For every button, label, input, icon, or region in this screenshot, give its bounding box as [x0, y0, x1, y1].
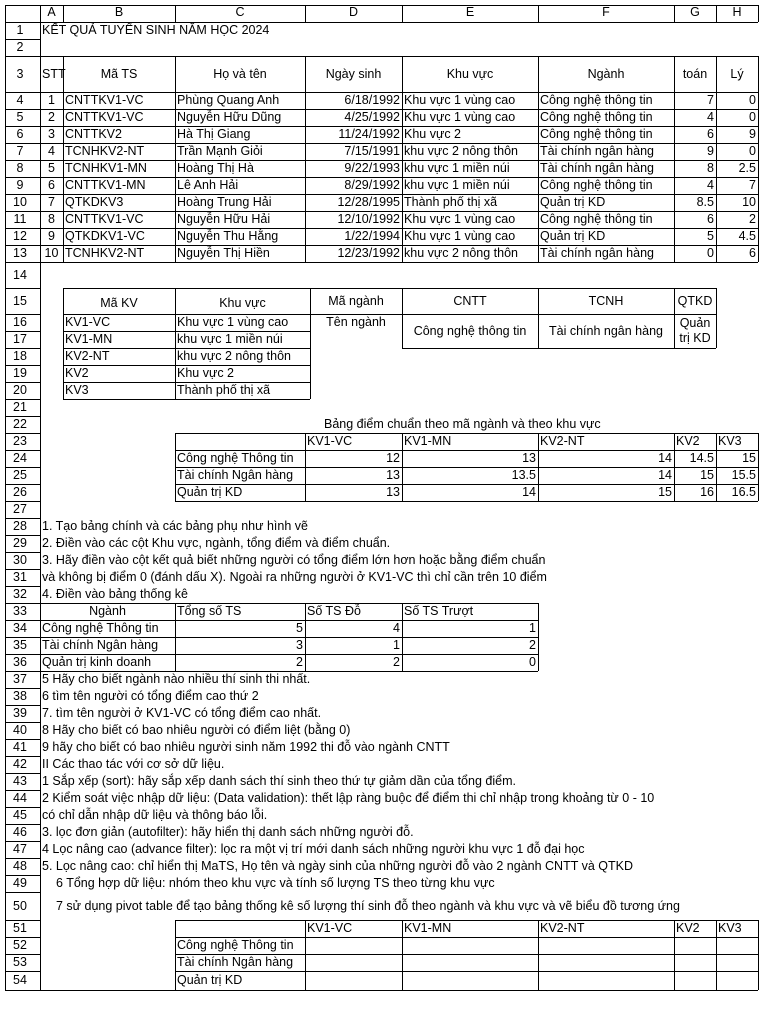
- pivot-table-bottom: [40, 990, 758, 991]
- kv-code: KV2: [65, 366, 89, 380]
- cell-stt: 3: [48, 127, 55, 141]
- row-header-54: 54: [13, 973, 27, 987]
- row-header-28: 28: [13, 519, 27, 533]
- cell-hoten: Trần Mạnh Giỏi: [177, 144, 263, 158]
- stats-value: 3: [296, 638, 303, 652]
- cell-khuvuc: khu vực 1 miền núi: [404, 178, 510, 192]
- row-header-26: 26: [13, 485, 27, 499]
- row-header-35: 35: [13, 638, 27, 652]
- column-header-border: [305, 5, 306, 22]
- column-header-border: [538, 5, 539, 22]
- row-header-37: 37: [13, 672, 27, 686]
- cell-ly: 10: [742, 195, 756, 209]
- column-header-border: [40, 5, 41, 22]
- cell-hoten: Phùng Quang Anh: [177, 93, 280, 107]
- score-value: 14: [522, 485, 536, 499]
- score-value: 14: [658, 451, 672, 465]
- row-header-49: 49: [13, 876, 27, 890]
- pivot-row-name: Công nghệ Thông tin: [177, 938, 294, 952]
- cell-mats: QTKDKV3: [65, 195, 124, 209]
- score-header: KV1-VC: [307, 434, 353, 448]
- stats-value: 2: [529, 638, 536, 652]
- cell-mats: CNTTKV1-VC: [65, 93, 144, 107]
- row-header-2: 2: [16, 40, 24, 54]
- score-value: 15.5: [731, 468, 756, 482]
- score-value: 15: [700, 468, 714, 482]
- task-text: 7 sử dụng pivot table để tạo bảng thống kê số lượng thí sinh đỗ theo ngành và khu vực và vẽ biểu đồ tương ứng: [56, 899, 680, 913]
- cell-toan: 5: [707, 229, 714, 243]
- cell-mats: QTKDKV1-VC: [65, 229, 145, 243]
- row-header-16: 16: [13, 315, 27, 329]
- stats-value: 1: [529, 621, 536, 635]
- row-header-14: 14: [13, 268, 27, 282]
- stats-row-name: Công nghệ Thông tin: [42, 621, 159, 635]
- row-header-18: 18: [13, 349, 27, 363]
- nganh-table-border: [310, 288, 311, 348]
- stats-header: Ngành: [89, 604, 126, 618]
- row-header-12: 12: [13, 229, 27, 243]
- column-header-border: [758, 5, 759, 22]
- cell-stt: 6: [48, 178, 55, 192]
- cell-ly: 0: [749, 110, 756, 124]
- cell-khuvuc: Khu vực 1 vùng cao: [404, 212, 516, 226]
- row-header-41: 41: [13, 740, 27, 754]
- main-table-column-border: [305, 56, 306, 262]
- task-text: 2 Kiểm soát việc nhập dữ liệu: (Data validation): thết lập ràng buộc để điểm thi chỉ nhập trong khoảng từ 0 - 10: [42, 791, 655, 805]
- cell-toan: 6: [707, 127, 714, 141]
- row-header-22: 22: [13, 417, 27, 431]
- row-header-50: 50: [13, 899, 27, 913]
- row-header-39: 39: [13, 706, 27, 720]
- cell-toan: 4: [707, 110, 714, 124]
- pivot-row-name: Quản trị KD: [177, 973, 243, 987]
- score-value: 14: [658, 468, 672, 482]
- cell-nganh: Công nghệ thông tin: [540, 93, 653, 107]
- cell-nganh: Công nghệ thông tin: [540, 212, 653, 226]
- score-value: 13.5: [511, 468, 536, 482]
- score-value: 13: [386, 468, 400, 482]
- cell-stt: 10: [44, 246, 59, 260]
- task-text: 3. lọc đơn giản (autofilter): hãy hiển thị danh sách những người đỗ.: [42, 825, 414, 839]
- cell-toan: 8.5: [696, 195, 714, 209]
- cell-stt: 9: [48, 229, 55, 243]
- header-toan: toán: [682, 67, 708, 81]
- row-header-24: 24: [13, 451, 27, 465]
- cell-hoten: Hà Thị Giang: [177, 127, 251, 141]
- main-table-column-border: [758, 56, 759, 262]
- row-header-9: 9: [16, 178, 24, 192]
- score-value: 16: [700, 485, 714, 499]
- row-header-30: 30: [13, 553, 27, 567]
- score-value: 12: [386, 451, 400, 465]
- cell-ngaysinh: 9/22/1993: [344, 161, 400, 175]
- cell-hoten: Lê Anh Hải: [177, 178, 239, 192]
- cell-toan: 6: [707, 212, 714, 226]
- nganh-name: Công nghệ thông tin: [413, 324, 527, 338]
- pivot-table-border: [402, 920, 403, 990]
- cell-ngaysinh: 7/15/1991: [344, 144, 400, 158]
- row-header-38: 38: [13, 689, 27, 703]
- column-header-g: G: [690, 5, 700, 19]
- score-value: 13: [522, 451, 536, 465]
- nganh-code: CNTT: [453, 294, 487, 308]
- task-text: 5 Hãy cho biết ngành nào nhiều thí sinh thi nhất.: [42, 672, 311, 686]
- cell-khuvuc: Khu vực 1 vùng cao: [404, 229, 516, 243]
- stats-row-name: Quản trị kinh doanh: [42, 655, 152, 669]
- cell-hoten: Hoàng Trung Hải: [177, 195, 272, 209]
- stats-header: Số TS Trượt: [404, 604, 474, 618]
- row-header-52: 52: [13, 938, 27, 952]
- cell-mats: TCNHKV1-MN: [65, 161, 147, 175]
- row-header-3: 3: [16, 67, 24, 81]
- score-header: KV3: [718, 434, 742, 448]
- nganh-ma-label: Mã ngành: [328, 294, 384, 308]
- row-header-15: 15: [13, 294, 27, 308]
- cell-mats: TCNHKV2-NT: [65, 144, 145, 158]
- cell-mats: TCNHKV2-NT: [65, 246, 145, 260]
- cell-ly: 6: [749, 246, 756, 260]
- row-header-8: 8: [16, 161, 24, 175]
- cell-ly: 2.5: [738, 161, 756, 175]
- main-table-column-border: [175, 56, 176, 262]
- row-header-40: 40: [13, 723, 27, 737]
- row-header-46: 46: [13, 825, 27, 839]
- row-header-47: 47: [13, 842, 27, 856]
- cell-hoten: Nguyễn Hữu Dũng: [177, 110, 282, 124]
- main-table-column-border: [538, 56, 539, 262]
- cell-hoten: Nguyễn Thu Hằng: [177, 229, 279, 243]
- task-text: 9 hãy cho biết có bao nhiêu người sinh năm 1992 thi đỗ vào ngành CNTT: [42, 740, 450, 754]
- cell-hoten: Hoàng Thị Hà: [177, 161, 254, 175]
- stats-table-border: [538, 603, 539, 671]
- cell-ly: 7: [749, 178, 756, 192]
- cell-khuvuc: khu vực 2 nông thôn: [404, 144, 519, 158]
- row-header-23: 23: [13, 434, 27, 448]
- cell-stt: 4: [48, 144, 55, 158]
- nganh-name: Tài chính ngân hàng: [549, 324, 663, 338]
- cell-khuvuc: khu vực 2 nông thôn: [404, 246, 519, 260]
- kv-header-makv: Mã KV: [100, 296, 138, 310]
- task-text: 4. Điền vào bảng thống kê: [42, 587, 188, 601]
- kv-code: KV1-VC: [65, 315, 111, 329]
- header-hoten: Họ và tên: [213, 67, 267, 81]
- row-header-11: 11: [13, 212, 27, 226]
- score-row-name: Quản trị KD: [177, 485, 243, 499]
- column-header-f: F: [602, 5, 610, 19]
- cell-mats: CNTTKV1-VC: [65, 212, 144, 226]
- cell-stt: 2: [48, 110, 55, 124]
- score-row-name: Công nghệ Thông tin: [177, 451, 294, 465]
- cell-stt: 5: [48, 161, 55, 175]
- row-header-51: 51: [13, 921, 27, 935]
- row-header-7: 7: [16, 144, 24, 158]
- cell-nganh: Công nghệ thông tin: [540, 110, 653, 124]
- cell-khuvuc: Khu vực 1 vùng cao: [404, 93, 516, 107]
- task-text: II Các thao tác với cơ sở dữ liệu.: [42, 757, 225, 771]
- main-table-column-border: [40, 56, 41, 262]
- task-text: 5. Lọc nâng cao: chỉ hiển thị MaTS, Họ tên và ngày sinh của những người đỗ vào 2 ngành CNTT và QTKD: [42, 859, 634, 873]
- cell-nganh: Tài chính ngân hàng: [540, 161, 654, 175]
- kv-table-bottom: [63, 399, 310, 400]
- cell-ngaysinh: 12/23/1992: [337, 246, 400, 260]
- task-text: 1. Tạo bảng chính và các bảng phụ như hình vẽ: [42, 519, 308, 533]
- task-text: 8 Hãy cho biết có bao nhiêu người có điểm liệt (bằng 0): [42, 723, 351, 737]
- stats-value: 4: [393, 621, 400, 635]
- cell-stt: 8: [48, 212, 55, 226]
- score-header: KV2: [676, 434, 700, 448]
- stats-row-name: Tài chính Ngân hàng: [42, 638, 159, 652]
- header-ly: Lý: [730, 67, 744, 81]
- score-value: 16.5: [731, 485, 756, 499]
- row-header-27: 27: [13, 502, 27, 516]
- cell-nganh: Tài chính ngân hàng: [540, 144, 654, 158]
- row-header-42: 42: [13, 757, 27, 771]
- cell-mats: CNTTKV1-VC: [65, 110, 144, 124]
- column-header-b: B: [114, 5, 124, 19]
- row-header-border: [5, 5, 40, 6]
- score-table-border: [758, 433, 759, 501]
- task-text: 7. tìm tên người ở KV1-VC có tổng điểm cao nhất.: [42, 706, 322, 720]
- row-header-1: 1: [16, 23, 24, 37]
- header-stt: STT: [42, 67, 66, 81]
- row-header-21: 21: [13, 400, 27, 414]
- nganh-ten-label: Tên ngành: [326, 315, 386, 329]
- score-value: 15: [658, 485, 672, 499]
- pivot-header: KV3: [718, 921, 742, 935]
- task-text: 2. Điền vào các cột Khu vực, ngành, tổng điểm và điểm chuẩn.: [42, 536, 391, 550]
- kv-name: Thành phố thị xã: [177, 383, 271, 397]
- nganh-table-border: [674, 288, 675, 348]
- row-header-13: 13: [13, 246, 27, 260]
- pivot-header: KV1-MN: [404, 921, 452, 935]
- cell-ngaysinh: 11/24/1992: [338, 127, 400, 141]
- column-header-border: [402, 5, 403, 22]
- task-text: 1 Sắp xếp (sort): hãy sắp xếp danh sách thí sinh theo thứ tự giảm dần của tổng điểm.: [42, 774, 516, 788]
- row-header-19: 19: [13, 366, 27, 380]
- column-header-border: [674, 5, 675, 22]
- row-header-33: 33: [13, 604, 27, 618]
- stats-value: 2: [296, 655, 303, 669]
- kv-name: Khu vực 2: [177, 366, 235, 380]
- cell-stt: 7: [48, 195, 55, 209]
- main-table-column-border: [674, 56, 675, 262]
- cell-ly: 9: [749, 127, 756, 141]
- kv-code: KV3: [65, 383, 89, 397]
- column-header-border: [716, 5, 717, 22]
- row-header-10: 10: [13, 195, 27, 209]
- header-ngaysinh: Ngày sinh: [325, 67, 382, 81]
- score-value: 15: [742, 451, 756, 465]
- sheet-title: KẾT QUẢ TUYỂN SINH NĂM HỌC 2024: [42, 23, 270, 37]
- cell-ly: 4.5: [738, 229, 756, 243]
- column-header-border: [63, 5, 64, 22]
- main-table-row-border: [40, 262, 758, 263]
- task-text: và không bị điểm 0 (đánh dấu X). Ngoài ra những người ở KV1-VC thì chỉ cần trên 10 điểm: [42, 570, 547, 584]
- row-header-44: 44: [13, 791, 27, 805]
- row-header-34: 34: [13, 621, 27, 635]
- main-table-column-border: [716, 56, 717, 262]
- cell-ly: 0: [749, 93, 756, 107]
- row-header-45: 45: [13, 808, 27, 822]
- score-table-row-border: [175, 501, 758, 502]
- score-row-name: Tài chính Ngân hàng: [177, 468, 294, 482]
- pivot-table-border: [538, 920, 539, 990]
- pivot-table-border: [758, 920, 759, 990]
- cell-toan: 8: [707, 161, 714, 175]
- header-nganh: Ngành: [587, 67, 625, 81]
- score-table-title: Bảng điểm chuẩn theo mã ngành và theo khu vực: [324, 417, 601, 431]
- nganh-code: TCNH: [588, 294, 624, 308]
- row-header-43: 43: [13, 774, 27, 788]
- pivot-header: KV1-VC: [307, 921, 353, 935]
- cell-khuvuc: Khu vực 2: [404, 127, 462, 141]
- row-header-25: 25: [13, 468, 27, 482]
- nganh-table-border: [716, 288, 717, 348]
- row-header-border: [5, 990, 40, 991]
- pivot-table-border: [305, 920, 306, 990]
- pivot-table-border: [175, 920, 176, 990]
- task-text: 4 Lọc nâng cao (advance filter): lọc ra một vị trí mới danh sách những người khu vực 1 đỗ đại học: [42, 842, 585, 856]
- nganh-table-border: [402, 288, 403, 348]
- column-header-a: A: [47, 5, 56, 19]
- nganh-code: QTKD: [677, 294, 713, 308]
- header-khuvuc: Khu vực: [446, 67, 494, 81]
- cell-khuvuc: Thành phố thị xã: [404, 195, 498, 209]
- kv-name: khu vực 1 miền núi: [177, 332, 283, 346]
- cell-nganh: Công nghệ thông tin: [540, 127, 653, 141]
- task-text: 3. Hãy điền vào cột kết quả biết những người có tổng điểm lớn hơn hoặc bằng điểm chuẩn: [42, 553, 546, 567]
- cell-ngaysinh: 1/22/1994: [344, 229, 400, 243]
- cell-hoten: Nguyễn Thị Hiền: [177, 246, 270, 260]
- cell-ngaysinh: 12/28/1995: [337, 195, 400, 209]
- kv-code: KV1-MN: [65, 332, 113, 346]
- kv-header-khuvuc: Khu vực: [219, 296, 266, 310]
- cell-ngaysinh: 4/25/1992: [344, 110, 400, 124]
- nganh-table-border: [538, 288, 539, 348]
- row-header-5: 5: [16, 110, 24, 124]
- stats-value: 1: [393, 638, 400, 652]
- cell-ly: 2: [749, 212, 756, 226]
- task-text: có chỉ dẫn nhập dữ liệu và thông báo lỗi.: [42, 808, 268, 822]
- column-header-c: C: [235, 5, 245, 19]
- stats-value: 5: [296, 621, 303, 635]
- cell-mats: CNTTKV1-MN: [65, 178, 146, 192]
- column-header-h: H: [732, 5, 742, 19]
- row-header-20: 20: [13, 383, 27, 397]
- pivot-table-border: [716, 920, 717, 990]
- cell-ly: 0: [749, 144, 756, 158]
- score-value: 14.5: [689, 451, 714, 465]
- kv-name: khu vực 2 nông thôn: [177, 349, 292, 363]
- cell-toan: 9: [707, 144, 714, 158]
- kv-name: Khu vực 1 vùng cao: [177, 315, 289, 329]
- pivot-header: KV2-NT: [540, 921, 585, 935]
- column-header-e: E: [465, 5, 475, 19]
- row-header-29: 29: [13, 536, 27, 550]
- pivot-row-name: Tài chính Ngân hàng: [177, 955, 294, 969]
- cell-toan: 7: [707, 93, 714, 107]
- kv-code: KV2-NT: [65, 349, 110, 363]
- nganh-name: Quản trị KD: [679, 316, 711, 345]
- pivot-header: KV2: [676, 921, 700, 935]
- main-table-column-border: [402, 56, 403, 262]
- stats-header: Tổng số TS: [177, 604, 242, 618]
- cell-stt: 1: [48, 93, 55, 107]
- stats-value: 2: [393, 655, 400, 669]
- row-header-48: 48: [13, 859, 27, 873]
- column-header-d: D: [348, 5, 359, 19]
- nganh-table-bottom: [402, 348, 716, 349]
- row-header-4: 4: [16, 93, 24, 107]
- score-header: KV1-MN: [404, 434, 452, 448]
- cell-mats: CNTTKV2: [65, 127, 122, 141]
- cell-nganh: Tài chính ngân hàng: [540, 246, 654, 260]
- row-header-36: 36: [13, 655, 27, 669]
- score-value: 13: [386, 485, 400, 499]
- cell-hoten: Nguyễn Hữu Hải: [177, 212, 271, 226]
- score-header: KV2-NT: [540, 434, 585, 448]
- cell-khuvuc: khu vực 1 miền núi: [404, 161, 510, 175]
- cell-toan: 0: [707, 246, 714, 260]
- main-table-column-border: [63, 56, 64, 262]
- cell-ngaysinh: 8/29/1992: [344, 178, 400, 192]
- header-mats: Mã TS: [100, 67, 138, 81]
- row-header-6: 6: [16, 127, 24, 141]
- column-header-border: [175, 5, 176, 22]
- cell-toan: 4: [707, 178, 714, 192]
- cell-ngaysinh: 12/10/1992: [337, 212, 400, 226]
- cell-nganh: Công nghệ thông tin: [540, 178, 653, 192]
- row-header-53: 53: [13, 955, 27, 969]
- cell-nganh: Quản trị KD: [540, 195, 606, 209]
- task-text: 6 tìm tên người có tổng điểm cao thứ 2: [42, 689, 259, 703]
- pivot-table-border: [674, 920, 675, 990]
- stats-value: 0: [529, 655, 536, 669]
- cell-nganh: Quản trị KD: [540, 229, 606, 243]
- task-text: 6 Tổng hợp dữ liệu: nhóm theo khu vực và tính số lượng TS theo từng khu vực: [56, 876, 495, 890]
- stats-header: Số TS Đỗ: [307, 604, 361, 618]
- cell-ngaysinh: 6/18/1992: [344, 93, 400, 107]
- row-header-31: 31: [13, 570, 27, 584]
- row-header-17: 17: [13, 332, 27, 346]
- row-header-32: 32: [13, 587, 27, 601]
- cell-khuvuc: Khu vực 1 vùng cao: [404, 110, 516, 124]
